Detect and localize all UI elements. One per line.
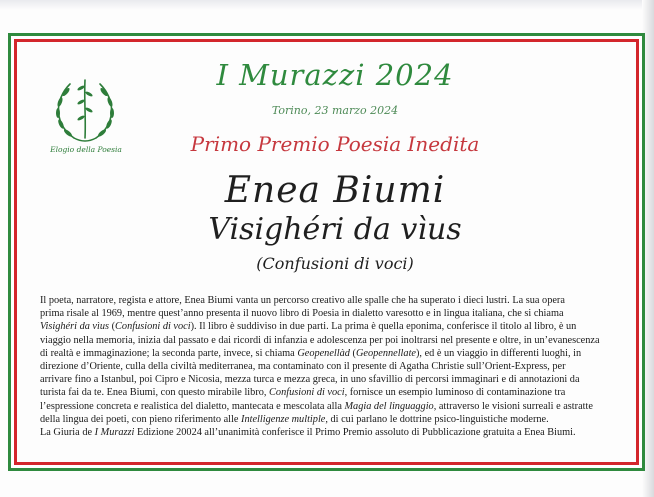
citation-segment: di realtà e immaginazione; la seconda parte, invece, si chiama xyxy=(40,347,298,359)
citation-line xyxy=(40,373,616,386)
citation-italic-segment: Visighéri da vìus xyxy=(40,321,110,333)
book-title: Visighéri da vìus xyxy=(208,212,462,247)
citation-segment: , attraverso le visioni surreali e astratte xyxy=(433,400,593,412)
citation-italic-segment: Geopenellàd xyxy=(297,347,350,359)
citation-segment: ( xyxy=(109,321,116,333)
citation-segment: l’espressione concreta e realistica del dialetto, mantecata e mescolata alla xyxy=(40,400,345,412)
citation-segment: , di cui parlano le dottrine psico-linguistiche moderne. xyxy=(325,413,549,425)
citation-italic-segment: Intelligenze multiple xyxy=(241,413,326,425)
prize-name: Primo Premio Poesia Inedita xyxy=(190,132,480,156)
citation-segment: Edizione 20024 all’unanimità conferisce il Primo Premio assoluto di Pubblicazione gratuita a Enea Biumi. xyxy=(134,427,576,439)
citation-italic-segment: Confusioni di voci xyxy=(269,387,345,399)
event-title: I Murazzi 2024 xyxy=(216,58,454,92)
citation-text xyxy=(40,294,616,439)
scan-edge-top xyxy=(0,0,654,10)
citation-italic-segment: Geopennellate xyxy=(355,347,416,359)
citation-segment: della lingua dei poeti, con pieno riferimento alle xyxy=(40,413,242,425)
book-subtitle: (Confusioni di voci) xyxy=(256,254,414,273)
citation-segment: turista fai da te. Enea Biumi, con questo mirabile libro, xyxy=(40,387,270,399)
citation-segment: La Giuria de xyxy=(40,427,95,439)
citation-line xyxy=(40,334,616,347)
citation-line xyxy=(40,307,616,320)
event-date: Torino, 23 marzo 2024 xyxy=(271,104,399,117)
citation-segment: ). Il libro è suddiviso in due parti. La prima è quella eponima, conferisce il titolo al libro, è un xyxy=(190,321,577,333)
author-name: Enea Biumi xyxy=(224,170,446,211)
citation-line xyxy=(40,320,616,333)
citation-segment: ( xyxy=(349,347,356,359)
citation-line xyxy=(40,294,616,307)
citation-italic-segment: Magia del linguaggio xyxy=(344,400,434,412)
citation-line xyxy=(40,360,616,373)
citation-italic-segment: Confusioni di voci xyxy=(115,321,191,333)
citation-line xyxy=(40,413,616,426)
citation-segment: , fornisce un esempio luminoso di contaminazione tra xyxy=(344,387,566,399)
logo-caption: Elogio della Poesia xyxy=(50,145,122,154)
citation-line xyxy=(40,347,616,360)
citation-segment: Il poeta, narratore, regista e attore, Enea Biumi vanta un percorso creativo alle spalle che ha superato i dieci lustri. La sua opera xyxy=(40,295,565,306)
citation-line xyxy=(40,426,616,439)
citation-segment: direzione d’Oriente, culla della civiltà mediterranea, ma contaminato con il presente di Agatha Christie sull’Orient-Express, per xyxy=(40,361,566,373)
citation-line xyxy=(40,400,616,413)
citation-segment: prima risale al 1969, mentre quest’anno presenta il nuovo libro di Poesia in dialetto varesotto e in lingua italiana, che si chiama xyxy=(40,308,564,320)
citation-italic-segment: I Murazzi xyxy=(94,427,135,439)
citation-segment: viaggio nella memoria, inizia dal passato e dai ricordi di infanzia e adolescenza per poi inoltrarsi nel presente e oltre, in un’evanescenza xyxy=(40,334,600,346)
citation-segment: arrivare fino a Istanbul, poi Cipro e Nicosia, mezza turca e mezza greca, in uno sfavillio di percorsi immaginari e di annotazioni da xyxy=(40,374,580,386)
citation-line xyxy=(40,386,616,399)
citation-segment: ), ed è un viaggio in differenti luoghi, in xyxy=(416,347,582,359)
